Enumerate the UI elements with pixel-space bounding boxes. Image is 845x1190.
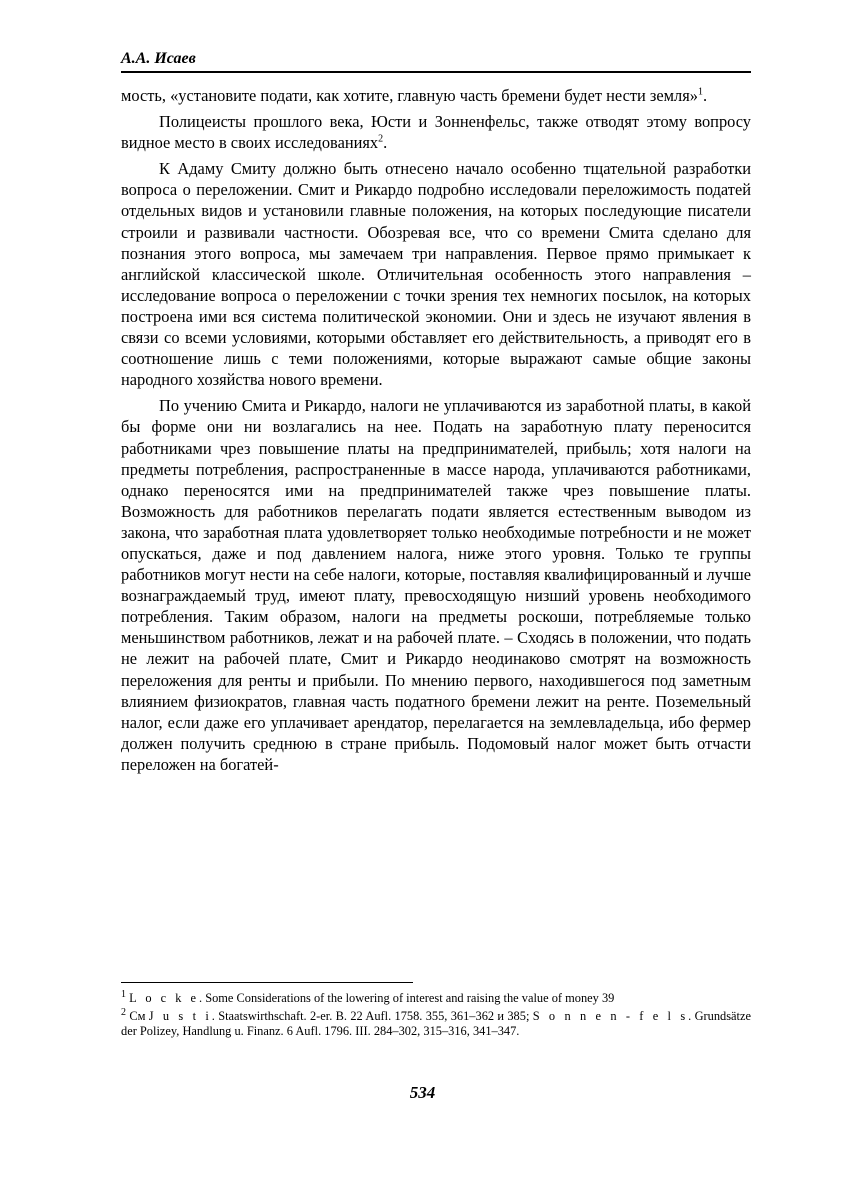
footnote-divider (121, 982, 413, 983)
body-text (121, 85, 751, 775)
footnote-author-2: S o n n e n - f e l s (532, 1008, 689, 1023)
page-number: 534 (409, 1083, 436, 1102)
paragraph-4: По учению Смита и Рикардо, налоги не уплачиваются из заработной платы, в какой бы форме они ни возлагались на нее. Подать на заработную плату переносится работниками чрез повышение платы на предпринимателей, прибыль; хотя налоги на предметы потребления, распространенные в массе народа, уплачиваются работниками, однако переносятся ими на предпринимателей также чрез повышение платы. Возможность для работников перелагать подати является естественным выводом из закона, что заработная плата удовлетворяет только необходимые потребности и не может опускаться, даже и под давлением налога, ниже этого уровня. Только те группы работников могут нести на себе налоги, которые, поставляя квалифицированный и лучше вознаграждаемый труд, имеют плату, превосходящую низший уровень необходимого потребления. Таким образом, налоги на предметы роскоши, потребляемые только меньшинством работников, лежат и на рабочей плате. – Сходясь в положении, что подать не лежит на рабочей плате, Смит и Рикардо неодинаково смотрят на возможность переложения для ренты и прибыли. По мнению первого, находившегося под заметным влиянием физиократов, главная часть податного бремени лежит на ренте. Поземельный налог, если даже его уплачивает арендатор, перелагается на землевладельца, ибо фермер должен получить среднюю в стране прибыль. Подомовый налог может быть отчасти переложен на богатей- (121, 396, 751, 774)
paragraph-3: К Адаму Смиту должно быть отнесено начало особенно тщательной разработки вопроса о переложении. Смит и Рикардо подробно исследовали переложимость податей отдельных видов и установили главные положения, на которых последующие писатели строили и развивали частности. Обозревая все, что со времени Смита сделано для познания этого вопроса, мы замечаем три направления. Первое прямо примыкает к английской классической школе. Отличительная особенность этого направления – исследование вопроса о переложении с точки зрения тех немногих посылок, на которых построена ими вся система политической экономии. Они и здесь не изучают явления в связи со всеми условиями, которыми обставляет его действительность, а приводят его в соотношение лишь с теми положениями, которые выражают самые общие законы народного хозяйства нового времени. (121, 159, 751, 390)
footnote-author: J u s t i (148, 1008, 212, 1023)
paragraph-2: Полицеисты прошлого века, Юсти и Зонненфельс, также отводят этому вопросу видное место в своих исследованиях$^2$. (121, 112, 751, 153)
footnotes (121, 988, 752, 1042)
paragraph-1: мость, «установите подати, как хотите, главную часть бремени будет нести земля»$^1$. (121, 86, 708, 105)
header-author: А.А. Исаев (121, 50, 196, 67)
footnote-ref-1[interactable]: 1 (697, 86, 703, 98)
footnote-2: $^2$ См J u s t i. Staatswirthschaft. 2-er. B. 22 Aufl. 1758. 355, 361–362 и 385; S o n n e n - f e l s. Grundsätze der Polizey, Handlung u. Finanz. 6 Aufl. 1796. III. 284–302, 315–316, 341–347. (121, 1006, 752, 1038)
footnote-ref-2[interactable]: 2 (378, 133, 384, 145)
running-header (121, 49, 751, 73)
footnote-author: L o c k e (129, 991, 199, 1005)
footnote-1: $^1$ L o c k e. Some Considerations of the lowering of interest and raising the value of money 39 (121, 988, 615, 1005)
